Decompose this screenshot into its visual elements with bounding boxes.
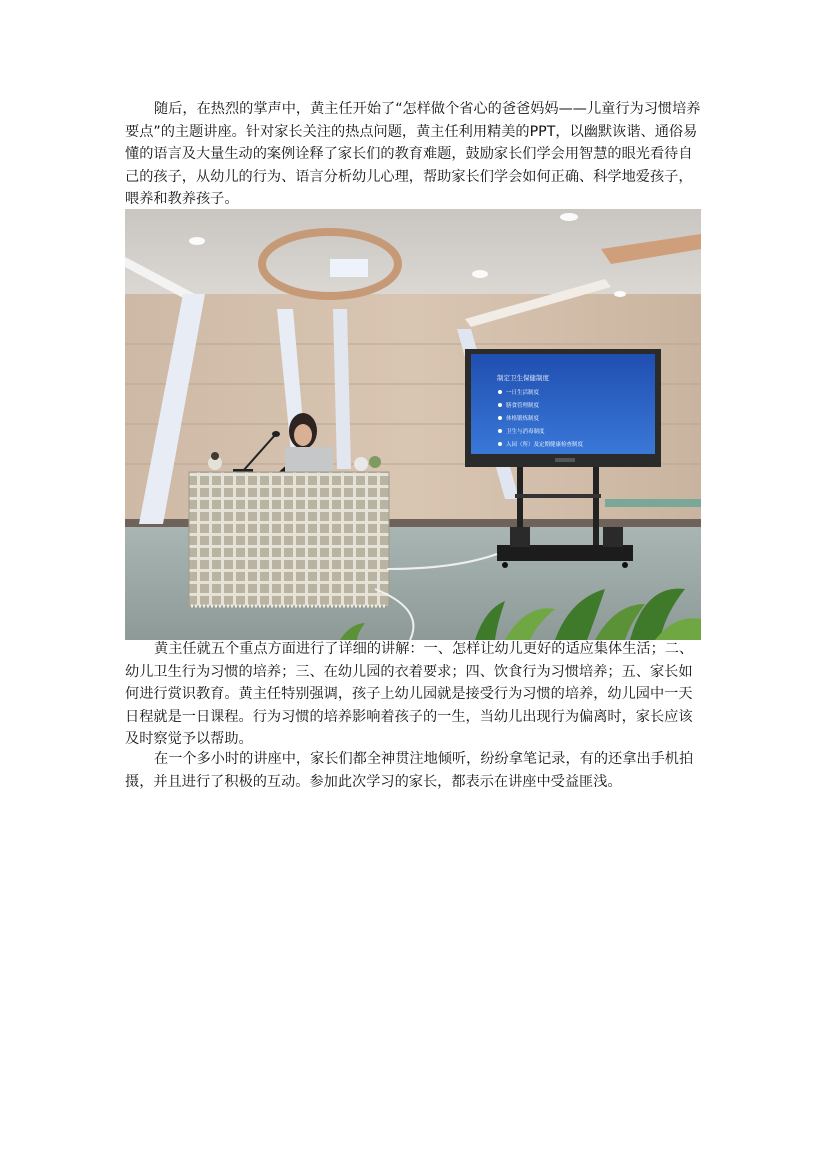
slide-item: 体格锻炼制度 [506, 416, 540, 422]
slide-item: 膳食管理制度 [506, 403, 540, 409]
paragraph-summary: 在一个多小时的讲座中，家长们都全神贯注地倾听，纷纷拿笔记录，有的还拿出手机拍摄，并且进行了积极的互动。参加此次学习的家长，都表示在讲座中受益匪浅。 [125, 751, 694, 790]
lecture-photo [125, 209, 701, 640]
slide-item: 一日生活制度 [506, 390, 540, 396]
slide-item: 入园（所）及定期健康检查制度 [506, 442, 584, 448]
slide-item: 卫生与消毒制度 [506, 429, 545, 435]
paragraph-key-points: 黄主任就五个重点方面进行了详细的讲解：一、怎样让幼儿更好的适应集体生活；二、幼儿卫生行为习惯的培养；三、在幼儿园的衣着要求；四、饮食行为习惯培养；五、家长如何进行赏识教育。黄主任特别强调，孩子上幼儿园就是接受行为习惯的培养，幼儿园中一天日程就是一日课程。行为习惯的培养影响着孩子的一生，当幼儿出现行为偏离时，家长应该及时察觉予以帮助。 [125, 641, 694, 748]
paragraph-intro: 随后，在热烈的掌声中，黄主任开始了“怎样做个省心的爸爸妈妈——儿童行为习惯培养要点”的主题讲座。针对家长关注的热点问题，黄主任利用精美的PPT，以幽默诙谐、通俗易懂的语言及大量生动的案例诠释了家长们的教育难题，鼓励家长们学会用智慧的眼光看待自己的孩子，从幼儿的行为、语言分析幼儿心理，帮助家长们学会如何正确、科学地爱孩子，喂养和教养孩子。 [125, 101, 701, 208]
slide-title: 制定卫生保健制度 [497, 374, 549, 382]
